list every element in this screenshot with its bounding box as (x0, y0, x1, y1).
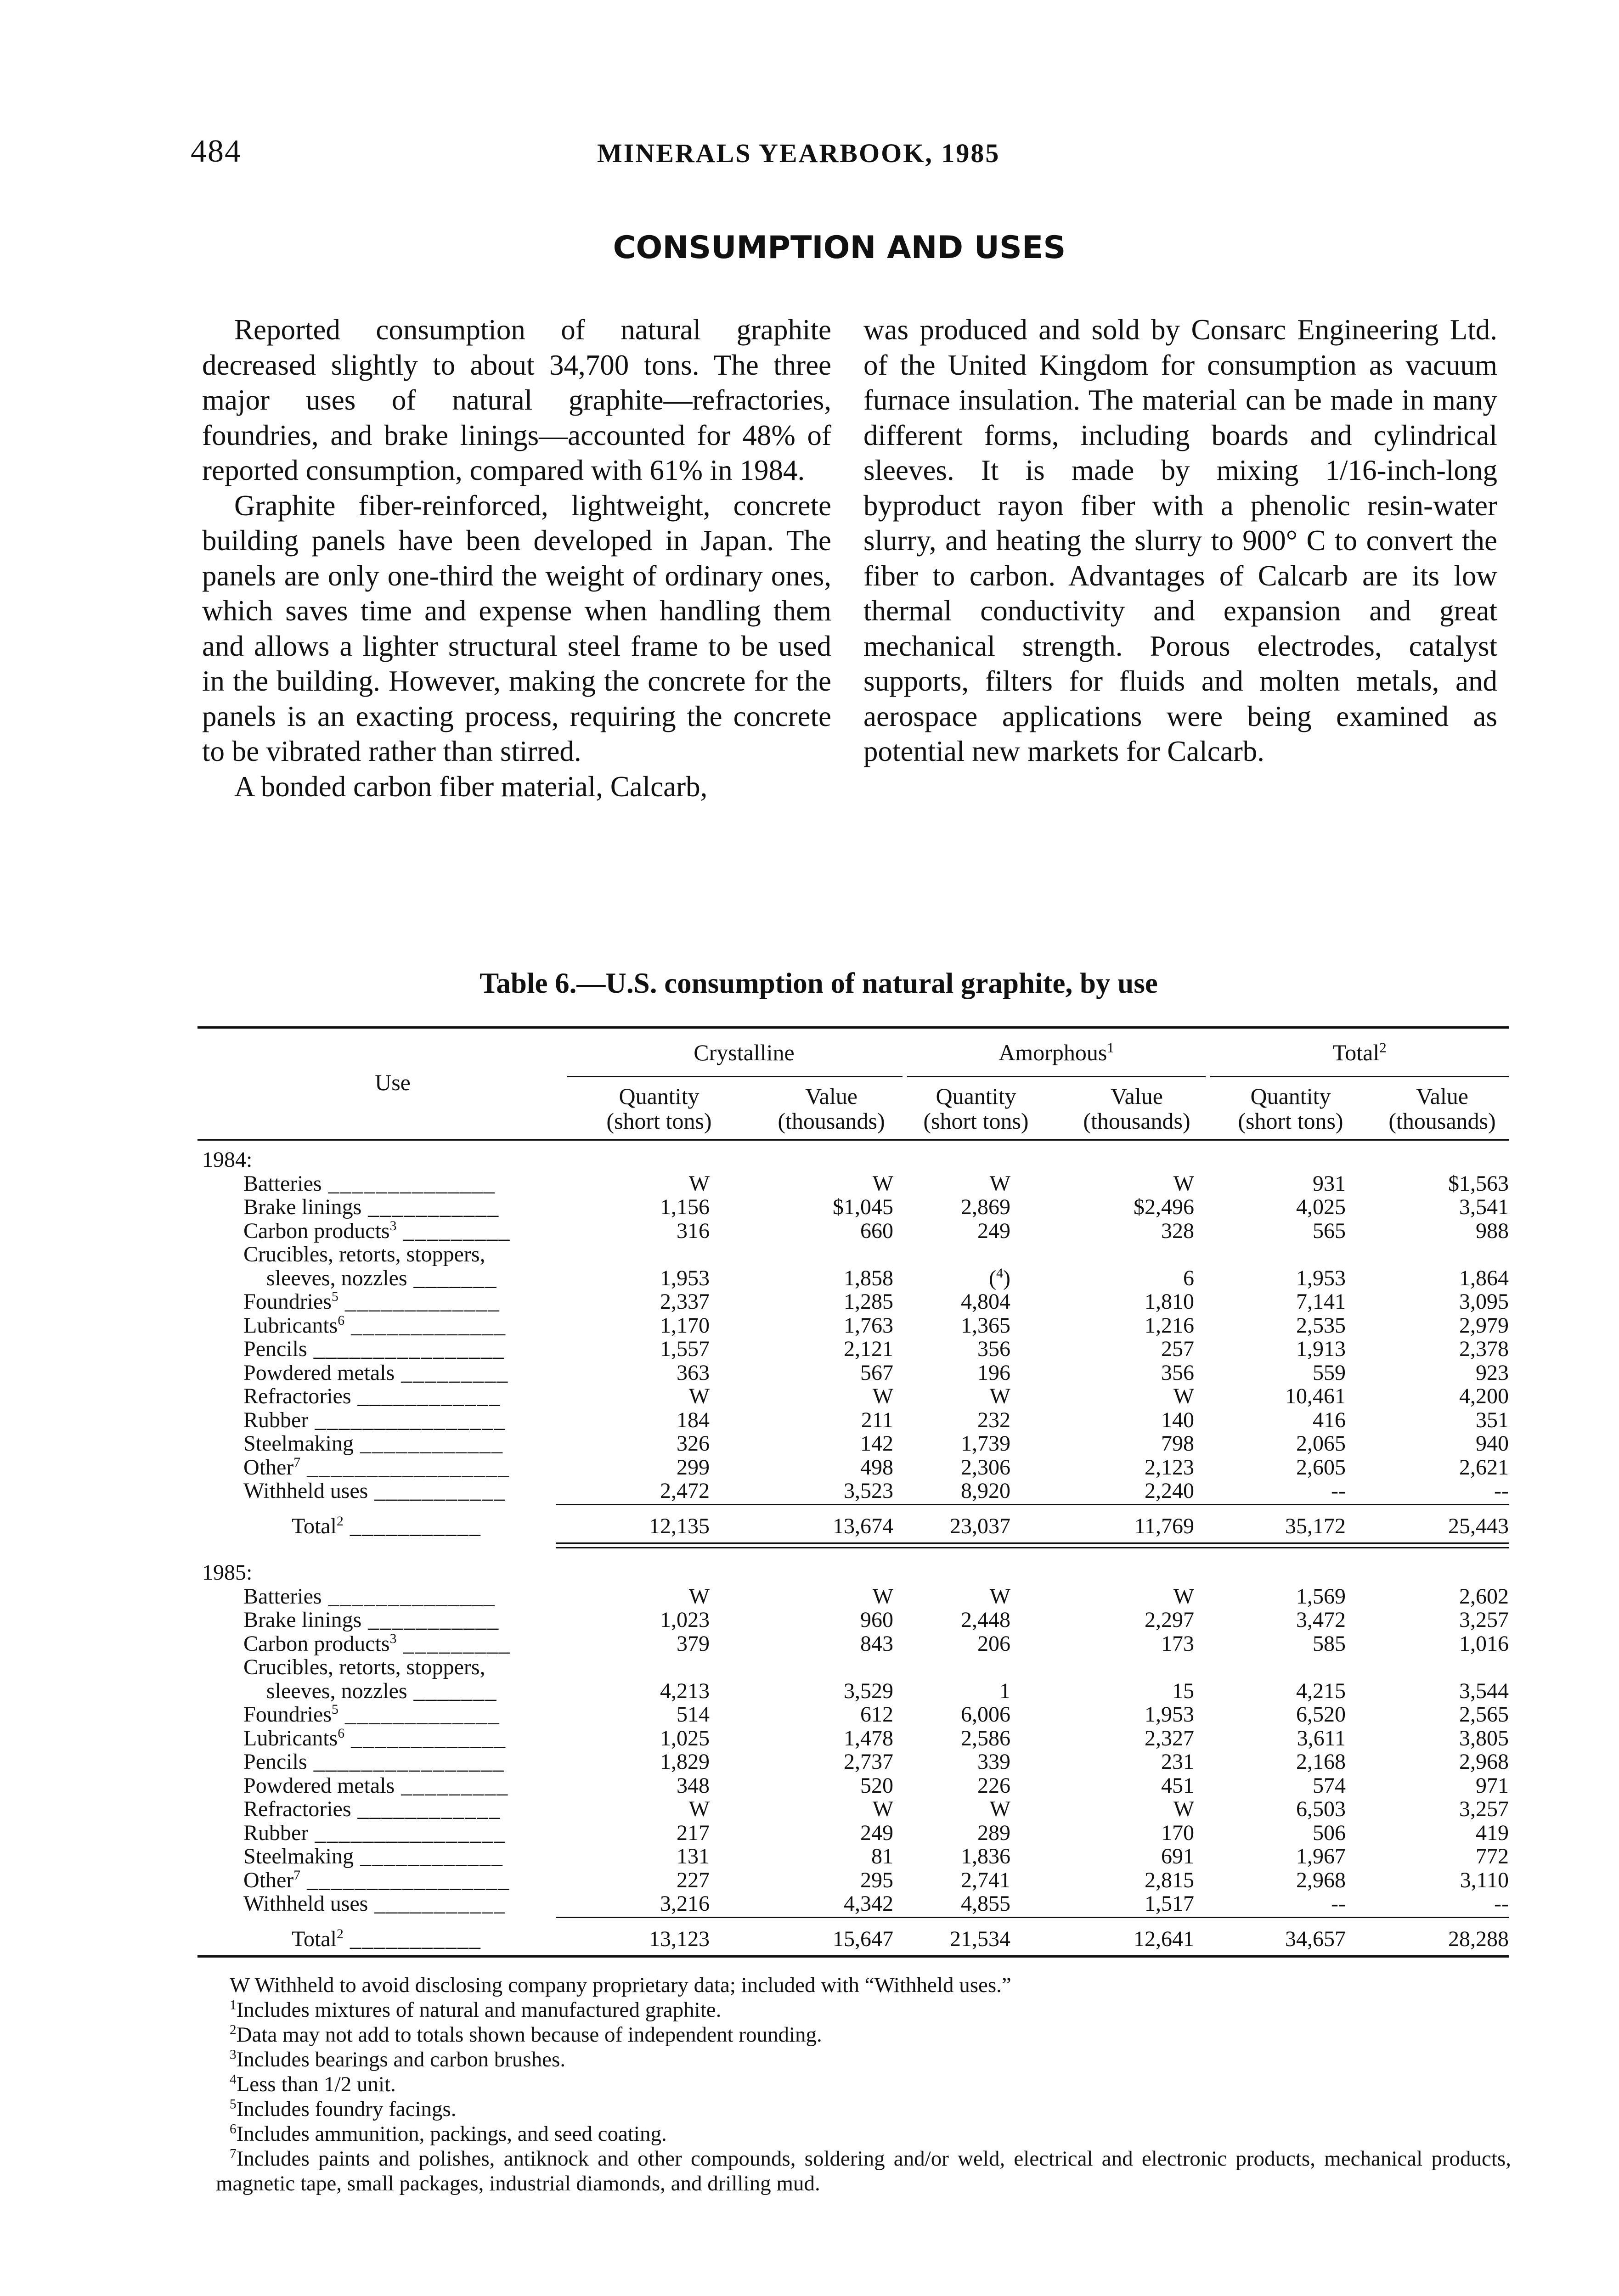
total-cell: 13,123 (649, 1926, 710, 1951)
row-label: Crucibles, retorts, stoppers, (243, 1242, 485, 1266)
table-cell: 971 (1476, 1773, 1509, 1798)
total-cell: 21,534 (950, 1926, 1010, 1951)
total-cell: 28,288 (1448, 1926, 1509, 1951)
table-cell: 4,213 (660, 1678, 710, 1703)
column-header-line: Value (1111, 1083, 1163, 1109)
row-label: Batteries ______________ (243, 1584, 496, 1609)
table-top-rule (197, 1026, 1509, 1029)
row-label: sleeves, nozzles _______ (266, 1266, 497, 1290)
row-label: Brake linings ___________ (243, 1195, 500, 1219)
table-cell: 6,503 (1296, 1797, 1346, 1821)
leader-dots: ___________ (361, 1608, 500, 1632)
table-cell: 612 (860, 1702, 893, 1727)
table-cell: 520 (860, 1773, 893, 1798)
table-cell: 4,025 (1296, 1195, 1346, 1219)
table-title: Table 6.—U.S. consumption of natural graphite, by use (479, 967, 1158, 999)
leader-dots: ________________ (307, 1337, 505, 1361)
table-cell: 1,864 (1459, 1266, 1509, 1290)
leader-dots: ________________ (308, 1407, 506, 1432)
table-cell: 988 (1476, 1218, 1509, 1243)
table-cell: -- (1494, 1891, 1509, 1916)
table-cell: -- (1331, 1479, 1346, 1503)
column-group-header: Crystalline (694, 1040, 795, 1065)
table-cell: 4,855 (961, 1891, 1010, 1916)
row-label: Batteries ______________ (243, 1171, 496, 1196)
footnote-marker: 4 (230, 2072, 237, 2087)
table-cell: 2,979 (1459, 1313, 1509, 1338)
table-cell: 498 (860, 1455, 893, 1480)
row-label: sleeves, nozzles _______ (266, 1678, 497, 1703)
block-rule (556, 1547, 1509, 1548)
table-cell: 1,025 (660, 1726, 710, 1750)
table-cell: W (688, 1797, 710, 1821)
row-label: Lubricants$^6$ _____________ (243, 1312, 507, 1338)
table-cell: 3,257 (1459, 1608, 1509, 1632)
footnote (230, 2072, 1506, 2097)
column-group-header: Total$^2$ (1332, 1039, 1387, 1065)
column-header-line: Value (805, 1083, 857, 1109)
total-cell: 13,674 (833, 1514, 893, 1538)
table-cell: 1,365 (961, 1313, 1010, 1338)
footnote (230, 2022, 1506, 2047)
table-cell: 574 (1313, 1773, 1346, 1798)
table-cell: 3,805 (1459, 1726, 1509, 1750)
row-label: Lubricants$^6$ _____________ (243, 1725, 507, 1750)
table-cell: W (1173, 1384, 1194, 1408)
table-cell: 1,156 (660, 1195, 710, 1219)
table-cell: W (688, 1384, 710, 1408)
table-cell: 363 (677, 1360, 710, 1385)
table-cell: 328 (1161, 1218, 1194, 1243)
table-cell: 2,306 (961, 1455, 1010, 1480)
table-cell: 1,478 (844, 1726, 893, 1750)
table-cell: 184 (677, 1407, 710, 1432)
table-cell: 326 (677, 1431, 710, 1456)
table-cell: 2,737 (844, 1750, 893, 1774)
total-cell: 15,647 (833, 1926, 893, 1951)
table-cell: 140 (1161, 1407, 1194, 1432)
table-cell: 3,216 (660, 1891, 710, 1916)
table-cell: 2,065 (1296, 1431, 1346, 1456)
table-cell: 567 (860, 1360, 893, 1385)
table-cell: 843 (860, 1631, 893, 1656)
table-cell: 3,523 (844, 1479, 893, 1503)
table-cell: 249 (860, 1820, 893, 1845)
row-label: Withheld uses ___________ (243, 1891, 506, 1916)
footnote (230, 2122, 1506, 2146)
table-cell: 4,342 (844, 1891, 893, 1916)
table-cell: 2,565 (1459, 1702, 1509, 1727)
table-cell: 565 (1313, 1218, 1346, 1243)
table-cell: $1,045 (833, 1195, 893, 1219)
table-cell: 7,141 (1296, 1289, 1346, 1314)
group-rule (567, 1076, 903, 1077)
leader-dots: _________ (395, 1360, 509, 1385)
section-title: CONSUMPTION AND USES (613, 230, 1066, 266)
row-label: Refractories ____________ (243, 1797, 501, 1821)
leader-dots: _____________ (344, 1726, 507, 1750)
row-label: Foundries$^5$ _____________ (243, 1289, 500, 1314)
page-number: 484 (191, 134, 242, 169)
table-cell: 299 (677, 1455, 710, 1480)
table-cell: 142 (860, 1431, 893, 1456)
row-label: Withheld uses ___________ (243, 1479, 506, 1503)
table-cell: 451 (1161, 1773, 1194, 1798)
table-cell: 1,836 (961, 1844, 1010, 1868)
leader-dots: _________________ (300, 1868, 510, 1892)
table-cell: 2,123 (1145, 1455, 1194, 1480)
table-cell: 249 (977, 1218, 1010, 1243)
footnote-text: Includes bearings and carbon brushes. (236, 2048, 566, 2071)
table-cell: 6 (1183, 1266, 1194, 1290)
table-cell: 419 (1476, 1820, 1509, 1845)
column-group-header: Amorphous$^1$ (998, 1039, 1114, 1065)
footnote-text: Includes ammunition, packings, and seed coating. (236, 2122, 667, 2146)
leader-dots: _________________ (300, 1455, 510, 1480)
use-column-header: Use (375, 1069, 411, 1095)
footnote-marker: W (230, 1973, 250, 1997)
row-label: Steelmaking ____________ (243, 1431, 503, 1456)
column-header-line: Value (1416, 1083, 1468, 1109)
running-head: MINERALS YEARBOOK, 1985 (597, 138, 1000, 168)
row-label: Pencils ________________ (243, 1750, 505, 1774)
table-cell: 15 (1172, 1678, 1194, 1703)
table-cell: 227 (677, 1868, 710, 1892)
table-cell: 257 (1161, 1337, 1194, 1361)
table-cell: 131 (677, 1844, 710, 1868)
row-label: Carbon products$^3$ _________ (243, 1218, 511, 1243)
footnote (230, 1998, 1506, 2022)
footnote-text: Includes paints and polishes, antiknock and other compounds, soldering and/or weld, electrical and electronic products, mechanical products, magnetic tape, small packages, industrial diamonds, and drilling mud. (216, 2147, 1511, 2195)
footnote-marker: 3 (230, 2047, 237, 2062)
column-header-line: (short tons) (923, 1108, 1029, 1134)
table-cell: 2,472 (660, 1479, 710, 1503)
table-cell: 348 (677, 1773, 710, 1798)
table-cell: 585 (1313, 1631, 1346, 1656)
table-cell: 3,611 (1297, 1726, 1346, 1750)
row-label: Foundries$^5$ _____________ (243, 1702, 500, 1727)
footnote-marker: 2 (230, 2022, 237, 2037)
left-column (202, 312, 831, 804)
table-cell: 2,968 (1296, 1868, 1346, 1892)
table-cell: -- (1494, 1479, 1509, 1503)
year-label: 1985: (202, 1560, 253, 1585)
table-cell: 3,110 (1460, 1868, 1509, 1892)
footnote-text: Less than 1/2 unit. (236, 2072, 396, 2096)
table-cell: W (989, 1797, 1010, 1821)
table-cell: 2,121 (844, 1337, 893, 1361)
leader-dots: ______________ (322, 1171, 496, 1196)
table-cell: 2,535 (1296, 1313, 1346, 1338)
table-cell: 3,472 (1296, 1608, 1346, 1632)
total-cell: 23,037 (950, 1514, 1010, 1538)
table-cell: 1,913 (1296, 1337, 1346, 1361)
table-cell: 2,968 (1459, 1750, 1509, 1774)
total-label: Total$^2$ ___________ (292, 1513, 481, 1538)
table-cell: 231 (1161, 1750, 1194, 1774)
column-header-line: Quantity (1250, 1083, 1331, 1109)
column-header-line: (short tons) (1238, 1108, 1343, 1134)
total-rule (556, 1917, 1509, 1918)
table-cell: W (872, 1584, 893, 1609)
table-cell: 1,170 (660, 1313, 710, 1338)
table-cell: 217 (677, 1820, 710, 1845)
table-cell: 1,953 (1296, 1266, 1346, 1290)
table-cell: 196 (977, 1360, 1010, 1385)
table-cell: 289 (977, 1820, 1010, 1845)
table-cell: 2,741 (961, 1868, 1010, 1892)
table-cell: 2,448 (961, 1608, 1010, 1632)
leader-dots: ___________ (343, 1926, 481, 1951)
row-label: Carbon products$^3$ _________ (243, 1631, 511, 1656)
table-cell: 1,285 (844, 1289, 893, 1314)
footnote-marker: 7 (230, 2146, 237, 2161)
table-cell: 226 (977, 1773, 1010, 1798)
table-cell: 170 (1161, 1820, 1194, 1845)
table-cell: W (989, 1171, 1010, 1196)
footnote (216, 2146, 1511, 2196)
table-cell: 173 (1161, 1631, 1194, 1656)
table-cell: $2,496 (1134, 1195, 1194, 1219)
footnote-text: Includes mixtures of natural and manufactured graphite. (236, 1998, 722, 2022)
table-cell: W (989, 1384, 1010, 1408)
table-cell: 3,529 (844, 1678, 893, 1703)
table-cell: 1,557 (660, 1337, 710, 1361)
row-label: Refractories ____________ (243, 1384, 501, 1408)
table-cell: 1,953 (660, 1266, 710, 1290)
table-cell: 798 (1161, 1431, 1194, 1456)
table-cell: 316 (677, 1218, 710, 1243)
leader-dots: _________ (395, 1773, 509, 1798)
table-cell: 1,953 (1145, 1702, 1194, 1727)
leader-dots: ____________ (351, 1384, 501, 1408)
table-cell: 2,297 (1145, 1608, 1194, 1632)
table-cell: 379 (677, 1631, 710, 1656)
table-header-rule (197, 1139, 1509, 1141)
row-label: Steelmaking ____________ (243, 1844, 503, 1868)
leader-dots: ____________ (353, 1844, 503, 1868)
leader-dots: ___________ (361, 1195, 500, 1219)
table-cell: 2,327 (1145, 1726, 1194, 1750)
table-cell: W (1173, 1797, 1194, 1821)
leader-dots: _____________ (338, 1289, 500, 1314)
table-cell: 931 (1313, 1171, 1346, 1196)
total-cell: 25,443 (1448, 1514, 1509, 1538)
table-cell: 4,804 (961, 1289, 1010, 1314)
table-cell: W (688, 1584, 710, 1609)
column-header-line: (thousands) (778, 1108, 885, 1134)
leader-dots: ______________ (322, 1584, 496, 1609)
table-cell: W (989, 1584, 1010, 1609)
table-cell: $1,563 (1448, 1171, 1509, 1196)
table-cell: 6,006 (961, 1702, 1010, 1727)
table-cell: 1,739 (961, 1431, 1010, 1456)
table-cell: 923 (1476, 1360, 1509, 1385)
table-cell: ($^4$) (989, 1265, 1010, 1290)
column-header-line: (thousands) (1083, 1108, 1190, 1134)
column-header-line: (thousands) (1388, 1108, 1496, 1134)
total-cell: 12,641 (1134, 1926, 1194, 1951)
table-cell: 1 (999, 1678, 1010, 1703)
table-cell: 8,920 (961, 1479, 1010, 1503)
table-cell: 295 (860, 1868, 893, 1892)
row-label: Rubber ________________ (243, 1820, 506, 1845)
table-cell: W (872, 1384, 893, 1408)
table-cell: W (1173, 1584, 1194, 1609)
table-cell: 1,517 (1145, 1891, 1194, 1916)
footnote-marker: 1 (230, 1998, 237, 2013)
row-label: Other$^7$ _________________ (243, 1454, 510, 1480)
table-cell: 691 (1161, 1844, 1194, 1868)
table-cell: 81 (871, 1844, 893, 1868)
table-cell: W (872, 1797, 893, 1821)
leader-dots: _________ (396, 1218, 511, 1243)
table-cell: 1,569 (1296, 1584, 1346, 1609)
table-cell: 1,763 (844, 1313, 893, 1338)
total-rule (556, 1504, 1509, 1505)
table-bottom-rule (197, 1955, 1509, 1958)
column-header (884, 1084, 1068, 1133)
column-header (1350, 1084, 1534, 1133)
table-cell: 3,095 (1459, 1289, 1509, 1314)
group-rule (907, 1076, 1206, 1077)
footnote-text: Withheld to avoid disclosing company proprietary data; included with “Withheld uses.” (249, 1973, 1011, 1997)
table-cell: 2,337 (660, 1289, 710, 1314)
table-cell: 514 (677, 1702, 710, 1727)
table-cell: 4,215 (1296, 1678, 1346, 1703)
total-cell: 12,135 (649, 1514, 710, 1538)
table-cell: 960 (860, 1608, 893, 1632)
footnote (230, 2097, 1506, 2122)
leader-dots: _______ (407, 1266, 497, 1290)
table-cell: W (872, 1171, 893, 1196)
table-cell: 1,829 (660, 1750, 710, 1774)
table-cell: 1,858 (844, 1266, 893, 1290)
table-cell: 416 (1313, 1407, 1346, 1432)
table-cell: 1,810 (1145, 1289, 1194, 1314)
table-cell: 1,967 (1296, 1844, 1346, 1868)
table-cell: 232 (977, 1407, 1010, 1432)
table-cell: 3,257 (1459, 1797, 1509, 1821)
table-cell: 2,869 (961, 1195, 1010, 1219)
footnote-marker: 6 (230, 2122, 237, 2137)
leader-dots: ____________ (353, 1431, 503, 1456)
table-cell: 2,815 (1145, 1868, 1194, 1892)
total-label: Total$^2$ ___________ (292, 1926, 481, 1951)
table-cell: -- (1331, 1891, 1346, 1916)
table-cell: 4,200 (1459, 1384, 1509, 1408)
leader-dots: ________________ (308, 1820, 506, 1845)
table-cell: W (688, 1171, 710, 1196)
row-label: Crucibles, retorts, stoppers, (243, 1655, 485, 1679)
table-cell: 6,520 (1296, 1702, 1346, 1727)
paragraph: Graphite fiber-reinforced, lightweight, concrete building panels have been developed in Japan. The panels are only one-third the weight of ordinary ones, which saves time and expense when handling them and allows a lighter structural steel frame to be used in the building. However, making the concrete for the panels is an exacting process, requiring the concrete to be vibrated rather than stirred. (202, 489, 831, 767)
table-cell: 356 (1161, 1360, 1194, 1385)
table-cell: 2,602 (1459, 1584, 1509, 1609)
leader-dots: ___________ (368, 1479, 506, 1503)
table-cell: 2,378 (1459, 1337, 1509, 1361)
total-cell: 34,657 (1285, 1926, 1346, 1951)
row-label: Pencils ________________ (243, 1337, 505, 1361)
table-cell: 356 (977, 1337, 1010, 1361)
block-rule (556, 1542, 1509, 1544)
total-cell: 35,172 (1285, 1514, 1346, 1538)
footnote-text: Data may not add to totals shown because of independent rounding. (236, 2023, 822, 2047)
table-cell: 2,586 (961, 1726, 1010, 1750)
footnote (230, 1973, 1506, 1998)
row-label: Other$^7$ _________________ (243, 1867, 510, 1892)
footnote-marker: 5 (230, 2097, 237, 2112)
table-cell: 10,461 (1285, 1384, 1346, 1408)
leader-dots: _____________ (344, 1313, 507, 1338)
leader-dots: ____________ (351, 1797, 501, 1821)
table-cell: 940 (1476, 1431, 1509, 1456)
row-label: Powdered metals _________ (243, 1360, 509, 1385)
table-cell: 2,605 (1296, 1455, 1346, 1480)
column-header-line: (short tons) (606, 1108, 712, 1134)
table-cell: 2,240 (1145, 1479, 1194, 1503)
table-cell: 3,544 (1459, 1678, 1509, 1703)
table-cell: 339 (977, 1750, 1010, 1774)
row-label: Powdered metals _________ (243, 1773, 509, 1798)
table-cell: 660 (860, 1218, 893, 1243)
row-label: Rubber ________________ (243, 1407, 506, 1432)
table-cell: 559 (1313, 1360, 1346, 1385)
leader-dots: _____________ (338, 1702, 500, 1727)
paragraph: A bonded carbon fiber material, Calcarb, (234, 770, 708, 803)
table-cell: 1,023 (660, 1608, 710, 1632)
table-cell: 2,621 (1459, 1455, 1509, 1480)
column-header-line: Quantity (936, 1083, 1016, 1109)
row-label: Brake linings ___________ (243, 1608, 500, 1632)
group-rule (1210, 1076, 1509, 1077)
table-cell: 351 (1476, 1407, 1509, 1432)
table-cell: 1,016 (1459, 1631, 1509, 1656)
paragraph: Reported consumption of natural graphite decreased slightly to about 34,700 tons. The three major uses of natural graphite—refractories, foundries, and brake linings—accounted for 48% of reported consumption, compared with 61% in 1984. (202, 314, 831, 486)
leader-dots: _________ (396, 1631, 511, 1656)
column-header (567, 1084, 751, 1133)
footnote (230, 2047, 1506, 2072)
table-cell: 3,541 (1459, 1195, 1509, 1219)
right-column (863, 312, 1497, 769)
table-cell: 506 (1313, 1820, 1346, 1845)
table-cell: 1,216 (1145, 1313, 1194, 1338)
footnote-text: Includes foundry facings. (236, 2097, 457, 2121)
leader-dots: ___________ (343, 1514, 481, 1538)
table-cell: W (1173, 1171, 1194, 1196)
total-cell: 11,769 (1134, 1514, 1194, 1538)
paragraph: was produced and sold by Consarc Engineering Ltd. of the United Kingdom for consumption as vacuum furnace insulation. The material can be made in many different forms, including boards and cylindrical sleeves. It is made by mixing 1/16-inch-long byproduct rayon fiber with a phenolic resin-water slurry, and heating the slurry to 900° C to convert the fiber to carbon. Advantages of Calcarb are its low thermal conductivity and expansion and great mechanical strength. Porous electrodes, catalyst supports, filters for fluids and molten metals, and aerospace applications were being examined as potential new markets for Calcarb. (863, 314, 1497, 767)
table-cell: 211 (861, 1407, 893, 1432)
leader-dots: ___________ (368, 1891, 506, 1916)
column-header-line: Quantity (619, 1083, 699, 1109)
year-label: 1984: (202, 1148, 253, 1172)
leader-dots: ________________ (307, 1750, 505, 1774)
table-cell: 206 (977, 1631, 1010, 1656)
table-cell: 772 (1476, 1844, 1509, 1868)
table-cell: 2,168 (1296, 1750, 1346, 1774)
leader-dots: _______ (407, 1678, 497, 1703)
